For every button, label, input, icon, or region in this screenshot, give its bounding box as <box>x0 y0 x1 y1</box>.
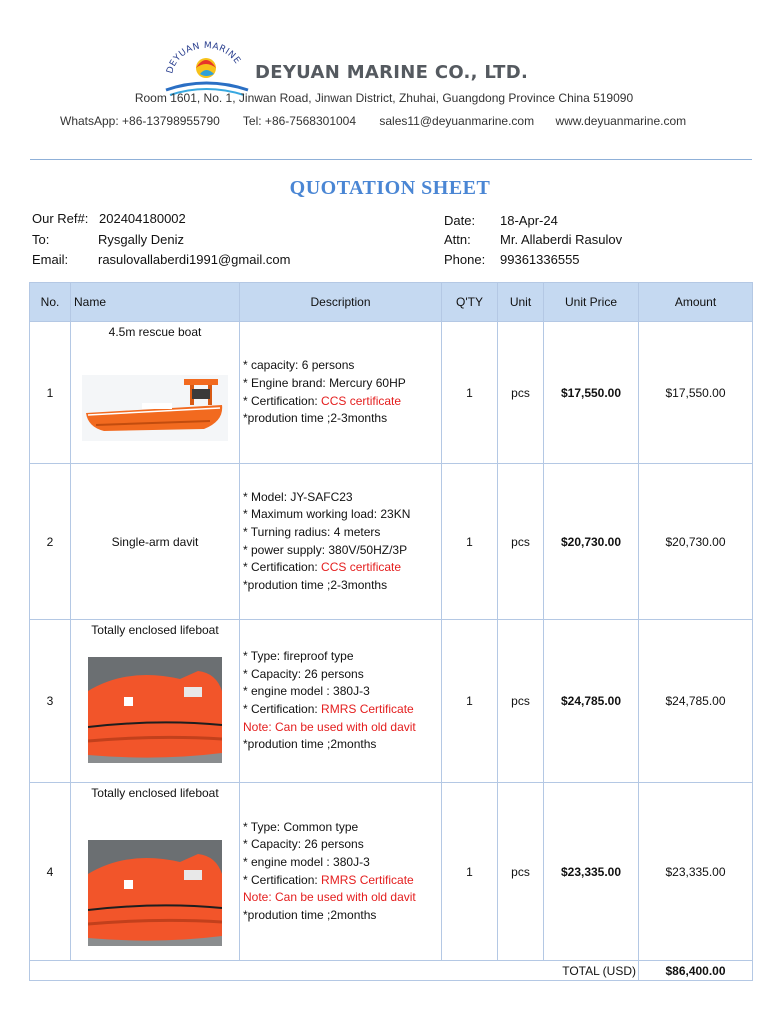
meta-to <box>32 232 184 247</box>
ref-label: Our Ref#: <box>32 211 89 226</box>
phone-label: Phone: <box>444 252 486 267</box>
company-address: Room 1601, No. 1, Jinwan Road, Jinwan District, Zhuhai, Guangdong Province China 519090 <box>134 91 634 105</box>
row-no: 1 <box>30 322 71 464</box>
desc-line: * Type: fireproof type <box>243 649 354 664</box>
cert-value: CCS certificate <box>321 560 402 575</box>
header-amount: Amount <box>639 283 753 322</box>
total-row <box>30 961 753 981</box>
email-link[interactable]: sales11@deyuanmarine.com <box>379 114 535 128</box>
logo-arc-text: DEYUAN MARINE <box>165 40 243 75</box>
table-header-row <box>30 283 753 322</box>
to-value: Rysgally Deniz <box>98 232 184 247</box>
meta-phone <box>444 252 580 267</box>
meta-email <box>32 252 290 267</box>
row-amount: $20,730.00 <box>639 464 753 620</box>
header-unit: Unit <box>498 283 544 322</box>
row-description <box>240 464 442 620</box>
row-name: Totally enclosed lifeboat <box>91 623 219 637</box>
row-qty: 1 <box>442 620 498 783</box>
quotation-table <box>29 282 753 981</box>
total-spacer <box>30 961 544 981</box>
header-name: Name <box>71 283 240 322</box>
attn-value: Mr. Allaberdi Rasulov <box>500 232 623 247</box>
email-value[interactable]: rasulovallaberdi1991@gmail.com <box>98 252 291 267</box>
desc-line: * power supply: 380V/50HZ/3P <box>243 542 408 557</box>
date-value: 18-Apr-24 <box>500 213 558 228</box>
row-name: Single-arm davit <box>71 464 240 620</box>
desc-line: * Type: Common type <box>243 819 359 834</box>
note-line: Note: Can be used with old davit <box>243 890 416 905</box>
row-no: 4 <box>30 783 71 961</box>
row-unit-price: $20,730.00 <box>544 464 639 620</box>
row-no: 2 <box>30 464 71 620</box>
header-description: Description <box>240 283 442 322</box>
row-description <box>240 620 442 783</box>
tel-text: Tel: +86-7568301004 <box>242 114 357 128</box>
header-unit-price: Unit Price <box>544 283 639 322</box>
cert-value: CCS certificate <box>321 393 402 408</box>
desc-line: *prodution time ;2months <box>243 737 377 752</box>
row-amount: $17,550.00 <box>639 322 753 464</box>
header-no: No. <box>30 283 71 322</box>
email-label: Email: <box>32 252 69 267</box>
cert-label: * Certification: <box>243 393 322 408</box>
website-link[interactable]: www.deyuanmarine.com <box>555 114 687 128</box>
desc-line <box>243 872 440 890</box>
row-unit: pcs <box>498 620 544 783</box>
desc-line: * Maximum working load: 23KN <box>243 507 411 522</box>
header-qty: Q'TY <box>442 283 498 322</box>
desc-line: * Turning radius: 4 meters <box>243 524 381 539</box>
row-name-cell <box>71 322 240 464</box>
row-unit-price: $24,785.00 <box>544 620 639 783</box>
cert-value: RMRS Certificate <box>321 702 414 716</box>
desc-line: *prodution time ;2months <box>243 907 377 922</box>
row-amount: $23,335.00 <box>639 783 753 961</box>
meta-date <box>444 213 558 228</box>
desc-line: * engine model : 380J-3 <box>243 854 370 869</box>
meta-ref <box>32 211 186 226</box>
desc-line: * Engine brand: Mercury 60HP <box>243 375 406 390</box>
desc-line <box>243 701 440 719</box>
row-unit-price: $23,335.00 <box>544 783 639 961</box>
row-unit-price: $17,550.00 <box>544 322 639 464</box>
cert-label: * Certification: <box>243 560 322 575</box>
note-line: Note: Can be used with old davit <box>243 719 416 734</box>
phone-value: 99361336555 <box>500 252 580 267</box>
row-no: 3 <box>30 620 71 783</box>
row-unit: pcs <box>498 464 544 620</box>
row-unit: pcs <box>498 783 544 961</box>
cert-value: RMRS Certificate <box>321 872 414 887</box>
desc-line: * Model: JY-SAFC23 <box>243 489 353 504</box>
page-title: QUOTATION SHEET <box>289 177 491 199</box>
enclosed-lifeboat-image <box>88 840 222 946</box>
contact-line <box>60 114 706 128</box>
row-description <box>240 322 442 464</box>
desc-line: * Capacity: 26 persons <box>243 666 364 681</box>
desc-line: * Capacity: 26 persons <box>243 837 364 852</box>
table-row <box>30 620 753 783</box>
cert-label: * Certification: <box>243 702 322 716</box>
row-qty: 1 <box>442 464 498 620</box>
desc-line <box>243 559 440 577</box>
row-amount: $24,785.00 <box>639 620 753 783</box>
ref-value: 202404180002 <box>99 211 186 226</box>
total-label: TOTAL (USD) <box>544 961 639 981</box>
whatsapp-text: WhatsApp: +86-13798955790 <box>60 114 220 128</box>
row-qty: 1 <box>442 322 498 464</box>
row-qty: 1 <box>442 783 498 961</box>
table-row <box>30 783 753 961</box>
meta-attn <box>444 232 622 247</box>
row-name-cell <box>71 620 240 783</box>
desc-line: * engine model : 380J-3 <box>243 684 370 699</box>
desc-line: * capacity: 6 persons <box>243 358 355 373</box>
date-label: Date: <box>444 213 476 228</box>
enclosed-lifeboat-image <box>88 657 222 763</box>
row-name: 4.5m rescue boat <box>108 325 202 339</box>
desc-line <box>243 393 440 411</box>
header-divider <box>30 159 752 160</box>
total-value: $86,400.00 <box>639 961 753 981</box>
desc-line: *prodution time ;2-3months <box>243 577 388 592</box>
row-description <box>240 783 442 961</box>
cert-label: * Certification: <box>243 872 322 887</box>
row-name-cell <box>71 783 240 961</box>
desc-line: *prodution time ;2-3months <box>243 411 388 426</box>
attn-label: Attn: <box>444 232 471 247</box>
table-row <box>30 464 753 620</box>
rescue-boat-image <box>82 375 228 441</box>
row-unit: pcs <box>498 322 544 464</box>
to-label: To: <box>32 232 50 247</box>
company-name: DEYUAN MARINE CO., LTD. <box>255 62 529 83</box>
table-row <box>30 322 753 464</box>
row-name: Totally enclosed lifeboat <box>91 786 219 800</box>
